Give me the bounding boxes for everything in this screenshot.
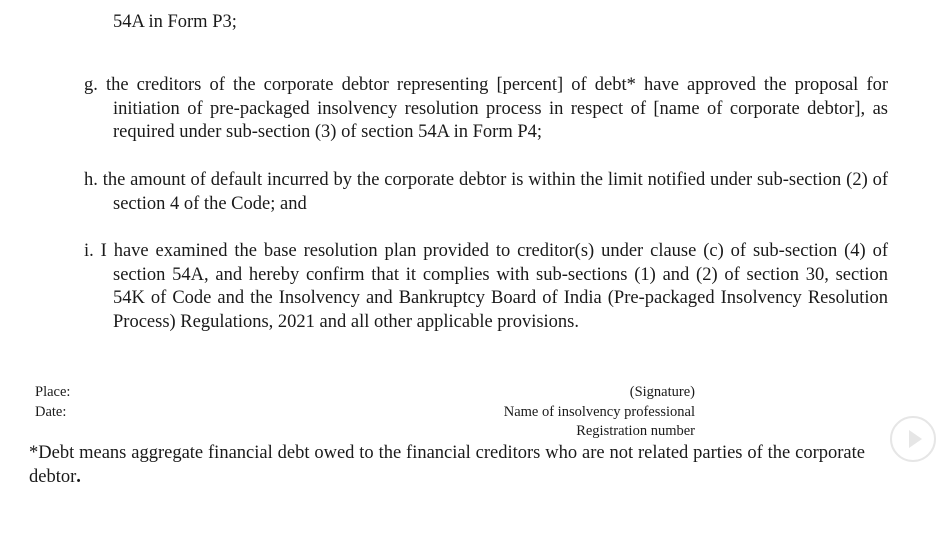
signature-label: (Signature) [629, 384, 695, 400]
list-item-h: h. the amount of default incurred by the corporate debtor is within the limit notified under sub-section (2) of section 4 of the Code; and [84, 170, 888, 214]
list-item-i: i. I have examined the base resolution plan provided to creditor(s) under clause (c) of sub-section (4) of section 54A, and hereby confirm that it complies with sub-sections (1) and (2) of section 30, section 54K of Code and the Insolvency and Bankruptcy Board of India (Pre-packaged Insolvency Resolution Process) Regulations, 2021 and all other applicable provisions. [84, 241, 888, 332]
registration-number-label: Registration number [576, 423, 695, 439]
professional-name-label: Name of insolvency professional [503, 404, 695, 420]
play-icon [892, 418, 934, 460]
list-item-g: g. the creditors of the corporate debtor representing [percent] of debt* have approved the proposal for initiation of pre-packaged insolvency resolution process in respect of [name of corporate debtor], as required under sub-section (3) of section 54A in Form P4; [84, 75, 888, 142]
place-label: Place: [35, 384, 71, 400]
debt-footnote [29, 441, 865, 489]
footnote-text: *Debt means aggregate financial debt owed to the financial creditors who are not related parties of the corporate debtor [29, 443, 865, 487]
date-label: Date: [35, 404, 67, 420]
previous-item-tail: 54A in Form P3; [113, 12, 237, 32]
play-button[interactable] [890, 416, 936, 462]
footnote-period: . [76, 467, 81, 487]
